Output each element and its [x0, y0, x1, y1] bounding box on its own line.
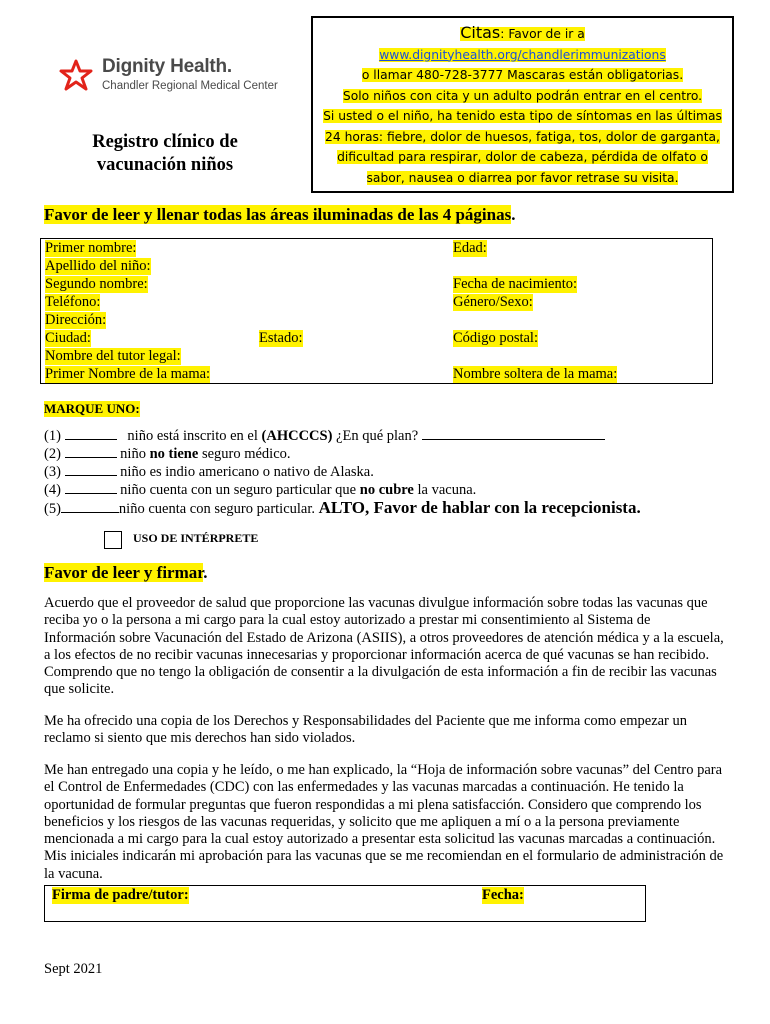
fill-instructions: Favor de leer y llenar todas las áreas iluminadas de las 4 páginas.	[44, 205, 516, 224]
plan-blank[interactable]	[422, 428, 605, 440]
citas-line-7: sabor, nausea o diarrea por favor retrase su visita.	[366, 170, 679, 185]
interpreter-label: USO DE INTÉRPRETE	[133, 531, 259, 545]
interpreter-checkbox[interactable]	[104, 531, 122, 549]
immunizations-link[interactable]: www.dignityhealth.org/chandlerimmunizations	[379, 47, 666, 62]
dignity-health-star-icon	[58, 58, 94, 94]
citas-title: Citas	[460, 23, 501, 42]
option-3: (3) niño es indio americano o nativo de Alaska.	[44, 464, 374, 480]
appointments-notice	[311, 16, 734, 193]
age-field[interactable]: Edad:	[453, 240, 487, 256]
logo-subtitle: Chandler Regional Medical Center	[102, 80, 278, 92]
option-2: (2) niño no tiene seguro médico.	[44, 446, 291, 462]
city-field[interactable]: Ciudad:	[45, 330, 91, 346]
first-name-field[interactable]: Primer nombre:	[45, 240, 137, 256]
option-5: (5) niño cuenta con seguro particular. ALTO, Favor de hablar con la recepcionista.	[44, 498, 641, 517]
option-2-blank[interactable]	[65, 446, 117, 458]
consent-paragraph-2: Me ha ofrecido una copia de los Derechos y Responsabilidades del Paciente que me informa como empezar un reclamo si siento que mis derechos han sido violados.	[44, 713, 688, 747]
last-name-field[interactable]: Apellido del niño:	[45, 258, 151, 274]
citas-line-3: Solo niños con cita y un adulto podrán entrar en el centro.	[342, 88, 703, 103]
document-title	[60, 131, 270, 177]
citas-line-4: Si usted o el niño, ha tenido esta tipo de síntomas en las últimas	[323, 109, 722, 123]
guardian-signature-label: Firma de padre/tutor:	[52, 887, 189, 903]
gender-field[interactable]: Género/Sexo:	[453, 294, 533, 310]
stop-notice: ALTO, Favor de hablar con la recepcionista.	[318, 498, 641, 517]
citas-title-rest: : Favor de ir a	[500, 27, 585, 41]
option-4-blank[interactable]	[65, 482, 117, 494]
title-line-2: vacunación niños	[96, 155, 234, 175]
option-3-blank[interactable]	[65, 464, 117, 476]
middle-name-field[interactable]: Segundo nombre:	[45, 276, 148, 292]
read-and-sign-heading: Favor de leer y firmar.	[44, 563, 208, 582]
citas-line-2: o llamar 480-728-3777 Mascaras están obligatorias.	[361, 68, 684, 82]
consent-paragraph-3: Me han entregado una copia y he leído, o me han explicado, la “Hoja de información sobre vacunas” del Centro para el Control de Enfermedades (CDC) con las enfermedades y las vacunas marcadas a continuación. He tenido la oportunidad de formular preguntas que fueron respondidas a mi plena satisfacción. Considero que comprendo los beneficios y los riesgos de las vacunas requeridas, y solicito que me apliquen a mí o a la persona previamente mencionada a mi cargo para la cual estoy autorizado a presentar esta solicitud las vacunas marcadas a continuación. Mis iniciales indicarán mi aprobación para las vacunas que se me recomiendan en el formulario de administración de la vacuna.	[44, 762, 724, 882]
consent-paragraph-1: Acuerdo que el proveedor de salud que proporcione las vacunas divulgue información sobre todas las vacunas que reciba yo o la persona a mi cargo para la cual estoy autorizado a prestar mi consentimiento al Sistema de Información sobre Vacunación del Estado de Arizona (ASIIS), a otros proveedores de atención médica y a la escuela, a los efectos de no recibir vacunas innecesarias y proporcionar información acerca de qué vacunas se han recibido. Comprendo que no tengo la obligación de consentir a la divulgación de esta información a fin de recibir las vacunas que solicite.	[44, 595, 724, 698]
dignity-health-logo	[58, 54, 288, 98]
state-field[interactable]: Estado:	[259, 330, 303, 346]
signature-box[interactable]	[44, 885, 646, 922]
address-field[interactable]: Dirección:	[45, 312, 107, 328]
option-1-blank[interactable]	[65, 428, 117, 440]
option-5-blank[interactable]	[61, 501, 119, 513]
footer-date: Sept 2021	[44, 961, 103, 977]
mother-maiden-name-field[interactable]: Nombre soltera de la mama:	[453, 366, 618, 382]
choose-one-label: MARQUE UNO:	[44, 401, 140, 416]
dob-field[interactable]: Fecha de nacimiento:	[453, 276, 578, 292]
option-4: (4) niño cuenta con un seguro particular que no cubre la vacuna.	[44, 482, 477, 498]
date-label: Fecha:	[482, 887, 524, 903]
option-1: (1) niño está inscrito en el (AHCCCS) ¿En qué plan?	[44, 427, 605, 445]
guardian-field[interactable]: Nombre del tutor legal:	[45, 348, 181, 364]
citas-line-5: 24 horas: fiebre, dolor de huesos, fatiga, tos, dolor de garganta,	[325, 129, 720, 144]
title-line-1: Registro clínico de	[92, 132, 238, 152]
citas-line-6: dificultad para respirar, dolor de cabeza, pérdida de olfato o	[337, 150, 708, 164]
patient-info-form	[40, 238, 713, 384]
zip-field[interactable]: Código postal:	[453, 330, 538, 346]
logo-name: Dignity Health.	[102, 56, 233, 77]
mother-first-name-field[interactable]: Primer Nombre de la mama:	[45, 366, 211, 382]
phone-field[interactable]: Teléfono:	[45, 294, 101, 310]
